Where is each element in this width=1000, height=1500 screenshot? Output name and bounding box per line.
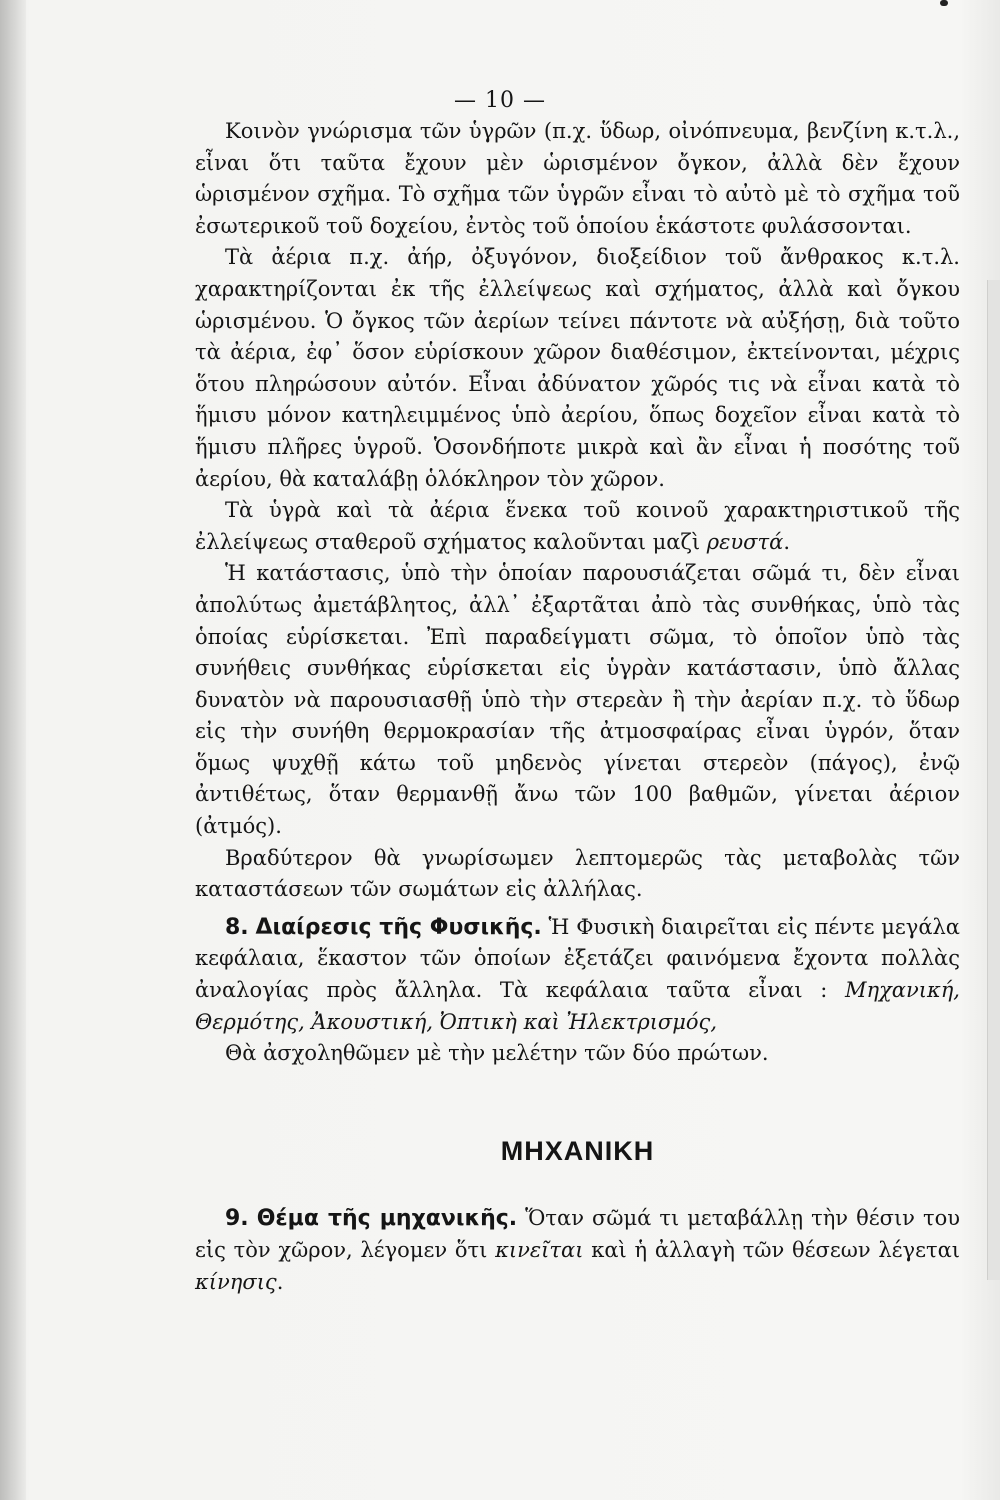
section-9-term-moves: κινεῖται bbox=[495, 1238, 584, 1262]
body-text bbox=[195, 116, 960, 1298]
page-number: — 10 — bbox=[454, 88, 546, 113]
section-9-text-middle: καὶ ἡ ἀλλαγὴ τῶν θέσεων λέγεται bbox=[583, 1238, 961, 1262]
section-8-number: 8. bbox=[225, 914, 249, 940]
section-9-number: 9. bbox=[225, 1206, 249, 1232]
section-8-chapters: Μηχανική, Θερμότης, Ἀκουστική, Ὀπτικὴ καὶ Ἠλεκτρισμός, bbox=[195, 978, 960, 1034]
paragraph-later: Βραδύτερον θὰ γνωρίσωμεν λεπτομερῶς τὰς μεταβολὰς τῶν καταστάσεων τῶν σωμάτων εἰς ἀλλήλας. bbox=[195, 845, 960, 902]
section-8-heading: Διαίρεσις τῆς Φυσικῆς. bbox=[255, 914, 542, 940]
paragraph-gases: Τὰ ἀέρια π.χ. ἀήρ, ὀξυγόνον, διοξείδιον τοῦ ἄνθρακος κ.τ.λ. χαρακτηρίζονται ἐκ τῆς ἐλλείψεως καὶ σχήματος, ἀλλὰ καὶ ὄγκου ὡρισμένου. Ὁ ὄγκος τῶν ἀερίων τείνει πάντοτε νὰ αὐξήσῃ, διὰ τοῦτο τὰ ἀέρια, ἐφ᾽ ὅσον εὑρίσκουν χῶρον διαθέσιμον, ἐκτείνονται, μέχρις ὅτου πληρώσουν αὐτόν. Εἶναι ἀδύνατον χῶρός τις νὰ εἶναι κατὰ τὸ ἥμισυ μόνον κατηλειμμένος ὑπὸ ἀερίου, ὅπως δοχεῖον εἶναι κατὰ τὸ ἥμισυ πλῆρες ὑγροῦ. Ὁσονδήποτε μικρὰ καὶ ἂν εἶναι ἡ ποσότης τοῦ ἀερίου, θὰ καταλάβῃ ὁλόκληρον τὸν χῶρον. bbox=[195, 245, 960, 491]
facing-page-edge bbox=[987, 280, 1000, 1280]
section-8 bbox=[195, 912, 960, 1038]
fluids-text-before: Τὰ ὑγρὰ καὶ τὰ ἀέρια ἕνεκα τοῦ κοινοῦ χαρακτηριστικοῦ τῆς ἐλλείψεως σταθεροῦ σχήματος καλοῦνται μαζὶ bbox=[195, 498, 960, 554]
section-title: ΜΗΧΑΝΙΚΗ bbox=[500, 1135, 655, 1166]
paragraph-fluids bbox=[195, 495, 960, 558]
section-8-closing: Θὰ ἀσχοληθῶμεν μὲ τὴν μελέτην τῶν δύο πρώτων. bbox=[225, 1041, 769, 1066]
section-8-text: Ἡ Φυσικὴ διαιρεῖται εἰς πέντε μεγάλα κεφάλαια, ἕκαστον τῶν ὁποίων ἐξετάζει φαινόμενα ἔχοντα πολλὰς ἀναλογίας πρὸς ἄλληλα. Τὰ κεφάλαια ταῦτα εἶναι : bbox=[195, 914, 960, 1003]
page-gutter-shadow bbox=[0, 0, 26, 1500]
paragraph-liquids: Κοινὸν γνώρισμα τῶν ὑγρῶν (π.χ. ὕδωρ, οἰνόπνευμα, βενζίνη κ.τ.λ., εἶναι ὅτι ταῦτα ἔχουν μὲν ὡρισμένον ὄγκον, ἀλλὰ δὲν ἔχουν ὡρισμένον σχῆμα. Τὸ σχῆμα τῶν ὑγρῶν εἶναι τὸ αὐτὸ μὲ τὸ σχῆμα τοῦ ἐσωτερικοῦ τοῦ δοχείου, ἐντὸς τοῦ ὁποίου ἑκάστοτε φυλάσσονται. bbox=[195, 119, 960, 238]
section-9 bbox=[195, 1203, 960, 1298]
ink-spot bbox=[940, 0, 948, 6]
fluids-text-after: . bbox=[783, 529, 790, 554]
section-9-text-after: . bbox=[276, 1269, 284, 1294]
section-9-heading: Θέμα τῆς μηχανικῆς. bbox=[256, 1206, 518, 1232]
fluids-term: ρευστά bbox=[706, 529, 784, 554]
section-9-text-before: Ὅταν σῶμά τι μεταβάλλῃ τὴν θέσιν του εἰς τὸν χῶρον, λέγομεν ὅτι bbox=[195, 1206, 960, 1262]
paragraph-states: Ἡ κατάστασις, ὑπὸ τὴν ὁποίαν παρουσιάζεται σῶμά τι, δὲν εἶναι ἀπολύτως ἀμετάβλητος, ἀλλ᾽ ἐξαρτᾶται ἀπὸ τὰς συνθήκας, ὑπὸ τὰς ὁποίας εὑρίσκεται. Ἐπὶ παραδείγματι σῶμα, τὸ ὁποῖον ὑπὸ τὰς συνήθεις συνθήκας εὑρίσκεται εἰς ὑγρὰν κατάστασιν, ὑπὸ ἄλλας δυνατὸν νὰ παρουσιασθῇ ὑπὸ τὴν στερεὰν ἢ τὴν ἀερίαν π.χ. τὸ ὕδωρ εἰς τὴν συνήθη θερμοκρασίαν τῆς ἀτμοσφαίρας εἶναι ὑγρόν, ὅταν ὅμως ψυχθῇ κάτω τοῦ μηδενὸς γίνεται στερεὸν (πάγος), ἐνῷ ἀντιθέτως, ὅταν θερμανθῇ ἄνω τῶν 100 βαθμῶν, γίνεται ἀέριον (ἀτμός). bbox=[195, 561, 960, 839]
section-9-term-motion: κίνησις bbox=[195, 1269, 277, 1294]
